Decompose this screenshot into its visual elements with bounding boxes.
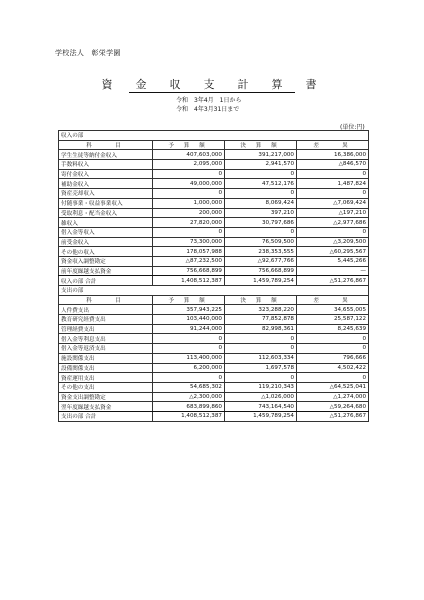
total-diff: △51,276,867 <box>297 276 369 286</box>
row-actual: 756,668,899 <box>225 266 297 276</box>
row-diff: 5,445,266 <box>297 256 369 266</box>
row-budget: 27,820,000 <box>153 218 225 228</box>
row-budget: 73,300,000 <box>153 237 225 247</box>
row-budget: 54,685,302 <box>153 382 225 392</box>
row-budget: 357,943,225 <box>153 305 225 315</box>
row-item-name: 前受金収入 <box>59 237 153 247</box>
row-item-name: 受取利息・配当金収入 <box>59 208 153 218</box>
row-actual: △1,026,000 <box>225 392 297 402</box>
period-to: 令和 4年3月31日まで <box>176 105 240 113</box>
row-item-name: 雑収入 <box>59 218 153 228</box>
row-actual: 323,288,220 <box>225 305 297 315</box>
fiscal-period <box>176 97 241 114</box>
row-actual: 0 <box>225 227 297 237</box>
row-item-name: 借入金等収入 <box>59 227 153 237</box>
row-item-name: 翌年度繰越支払資金 <box>59 402 153 412</box>
row-diff: 796,666 <box>297 353 369 363</box>
header-diff: 差 異 <box>297 140 369 150</box>
row-item-name: 資金収入調整勘定 <box>59 256 153 266</box>
row-diff: — <box>297 266 369 276</box>
table-row <box>59 315 369 325</box>
row-item-name: 借入金等返済支出 <box>59 344 153 354</box>
table-row <box>59 218 369 228</box>
row-budget: 91,244,000 <box>153 324 225 334</box>
row-diff: △846,570 <box>297 160 369 170</box>
row-item-name: 資金支出調整勘定 <box>59 392 153 402</box>
table-row <box>59 256 369 266</box>
table-row <box>59 266 369 276</box>
row-actual: 0 <box>225 169 297 179</box>
total-label: 収入の部 合計 <box>59 276 153 286</box>
row-actual: △92,677,766 <box>225 256 297 266</box>
row-diff: 0 <box>297 169 369 179</box>
table-row <box>59 334 369 344</box>
header-actual: 決 算 額 <box>225 140 297 150</box>
cash-flow-table <box>58 130 369 422</box>
row-diff: △60,295,567 <box>297 247 369 257</box>
row-actual: 0 <box>225 334 297 344</box>
table-row <box>59 344 369 354</box>
row-diff: △197,210 <box>297 208 369 218</box>
income-section-label: 収入の部 <box>59 131 369 141</box>
row-actual: 76,509,500 <box>225 237 297 247</box>
row-budget: 49,000,000 <box>153 179 225 189</box>
table-row <box>59 373 369 383</box>
row-budget: 756,668,899 <box>153 266 225 276</box>
row-actual: 0 <box>225 189 297 199</box>
row-diff: △64,525,041 <box>297 382 369 392</box>
table-row <box>59 305 369 315</box>
income-total-row <box>59 276 369 286</box>
row-actual: 391,217,000 <box>225 150 297 160</box>
row-item-name: 教育研究経費支出 <box>59 315 153 325</box>
row-diff: 16,386,000 <box>297 150 369 160</box>
row-item-name: 資産売却収入 <box>59 189 153 199</box>
row-budget: 683,899,860 <box>153 402 225 412</box>
header-budget: 予 算 額 <box>153 295 225 305</box>
expense-section-row <box>59 286 369 296</box>
row-diff: △3,209,500 <box>297 237 369 247</box>
table-row <box>59 237 369 247</box>
row-item-name: 借入金等利息支出 <box>59 334 153 344</box>
row-diff: △59,264,680 <box>297 402 369 412</box>
row-item-name: 寄付金収入 <box>59 169 153 179</box>
title-underline <box>129 92 295 93</box>
row-item-name: その他の収入 <box>59 247 153 257</box>
row-budget: 178,057,988 <box>153 247 225 257</box>
row-budget: 2,095,000 <box>153 160 225 170</box>
row-item-name: 設備関係支出 <box>59 363 153 373</box>
row-actual: 77,852,878 <box>225 315 297 325</box>
row-actual: 30,797,686 <box>225 218 297 228</box>
row-actual: 2,941,570 <box>225 160 297 170</box>
row-item-name: その他の支出 <box>59 382 153 392</box>
row-diff: 34,655,005 <box>297 305 369 315</box>
row-diff: △2,977,686 <box>297 218 369 228</box>
corporation-name: 学校法人 彰栄学園 <box>55 49 121 57</box>
row-budget: 407,603,000 <box>153 150 225 160</box>
table-row <box>59 160 369 170</box>
row-budget: 0 <box>153 189 225 199</box>
row-item-name: 管理経費支出 <box>59 324 153 334</box>
row-diff: △1,274,000 <box>297 392 369 402</box>
row-item-name: 前年度繰越支払資金 <box>59 266 153 276</box>
table-row <box>59 353 369 363</box>
row-actual: 112,603,334 <box>225 353 297 363</box>
total-diff: △51,276,867 <box>297 411 369 421</box>
row-budget: 1,000,000 <box>153 198 225 208</box>
row-item-name: 学生生徒等納付金収入 <box>59 150 153 160</box>
table-row <box>59 150 369 160</box>
table-row <box>59 169 369 179</box>
total-actual: 1,459,789,254 <box>225 276 297 286</box>
row-actual: 119,210,343 <box>225 382 297 392</box>
row-actual: 47,512,176 <box>225 179 297 189</box>
row-diff: 1,487,824 <box>297 179 369 189</box>
income-header-row <box>59 140 369 150</box>
row-diff: 25,587,122 <box>297 315 369 325</box>
table-row <box>59 324 369 334</box>
row-actual: 8,069,424 <box>225 198 297 208</box>
row-diff: 0 <box>297 344 369 354</box>
row-diff: 4,502,422 <box>297 363 369 373</box>
row-item-name: 資産運用支出 <box>59 373 153 383</box>
total-budget: 1,408,512,387 <box>153 411 225 421</box>
document-title: 資 金 収 支 計 算 書 <box>101 78 323 91</box>
row-item-name: 手数料収入 <box>59 160 153 170</box>
table-row <box>59 392 369 402</box>
row-budget: 0 <box>153 334 225 344</box>
expense-section-label: 支出の部 <box>59 286 369 296</box>
row-budget: △2,300,000 <box>153 392 225 402</box>
row-actual: 238,353,555 <box>225 247 297 257</box>
total-label: 支出の部 合計 <box>59 411 153 421</box>
row-diff: 0 <box>297 227 369 237</box>
table-row <box>59 227 369 237</box>
row-actual: 397,210 <box>225 208 297 218</box>
header-item: 科 目 <box>59 295 153 305</box>
expense-header-row <box>59 295 369 305</box>
row-diff: 8,245,639 <box>297 324 369 334</box>
total-budget: 1,408,512,387 <box>153 276 225 286</box>
row-budget: 0 <box>153 169 225 179</box>
row-budget: 0 <box>153 373 225 383</box>
row-budget: 103,440,000 <box>153 315 225 325</box>
header-item: 科 目 <box>59 140 153 150</box>
row-item-name: 補助金収入 <box>59 179 153 189</box>
income-section-row <box>59 131 369 141</box>
row-item-name: 施設関係支出 <box>59 353 153 363</box>
table-row <box>59 363 369 373</box>
row-item-name: 人件費支出 <box>59 305 153 315</box>
period-from: 令和 3年4月 1日から <box>176 97 242 104</box>
row-diff: 0 <box>297 334 369 344</box>
row-budget: 200,000 <box>153 208 225 218</box>
row-actual: 82,998,361 <box>225 324 297 334</box>
row-actual: 1,697,578 <box>225 363 297 373</box>
row-budget: 6,200,000 <box>153 363 225 373</box>
row-actual: 0 <box>225 373 297 383</box>
header-budget: 予 算 額 <box>153 140 225 150</box>
row-item-name: 付随事業・収益事業収入 <box>59 198 153 208</box>
expense-total-row <box>59 411 369 421</box>
table-row <box>59 402 369 412</box>
table-row <box>59 189 369 199</box>
table-row <box>59 208 369 218</box>
row-budget: 0 <box>153 344 225 354</box>
row-budget: 113,400,000 <box>153 353 225 363</box>
header-actual: 決 算 額 <box>225 295 297 305</box>
row-diff: 0 <box>297 189 369 199</box>
table-row <box>59 179 369 189</box>
header-diff: 差 異 <box>297 295 369 305</box>
unit-label: (単位:円) <box>340 124 365 131</box>
row-actual: 0 <box>225 344 297 354</box>
row-actual: 743,164,540 <box>225 402 297 412</box>
table-row <box>59 198 369 208</box>
row-budget: 0 <box>153 227 225 237</box>
row-diff: △7,069,424 <box>297 198 369 208</box>
row-budget: △87,232,500 <box>153 256 225 266</box>
table-row <box>59 247 369 257</box>
table-row <box>59 382 369 392</box>
total-actual: 1,459,789,254 <box>225 411 297 421</box>
row-diff: 0 <box>297 373 369 383</box>
